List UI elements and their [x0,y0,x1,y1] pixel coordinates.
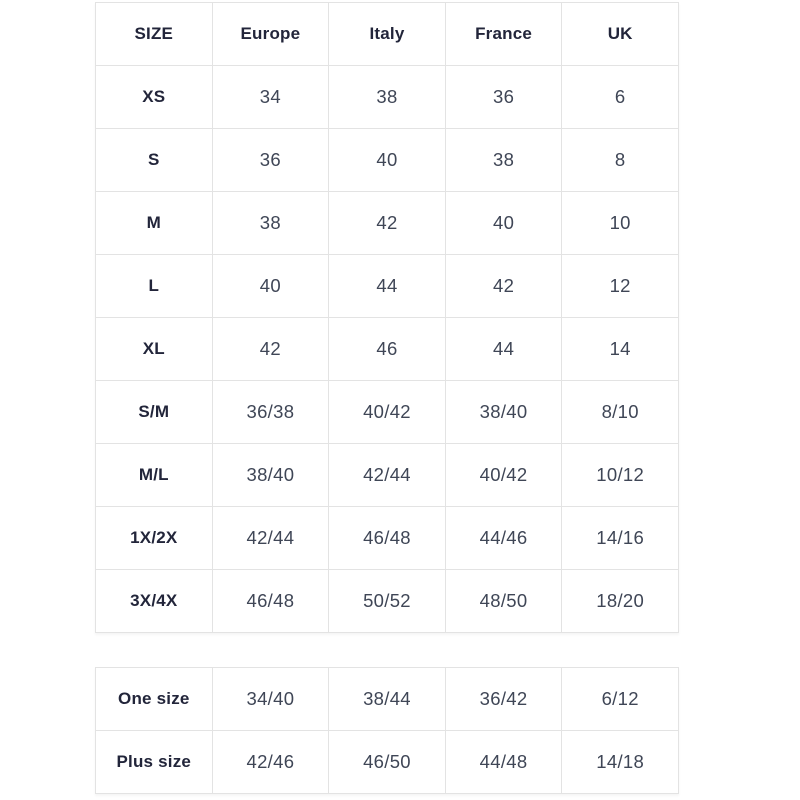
value-cell: 34 [212,66,329,129]
value-cell: 44 [329,255,446,318]
size-label-cell: Plus size [96,731,213,794]
value-cell: 38 [212,192,329,255]
value-cell: 36/38 [212,381,329,444]
value-cell: 6 [562,66,679,129]
value-cell: 38/44 [329,668,446,731]
value-cell: 10 [562,192,679,255]
table-row [96,507,679,570]
value-cell: 42 [212,318,329,381]
size-table-special [95,667,679,794]
value-cell: 38 [329,66,446,129]
table-row [96,731,679,794]
table-row [96,66,679,129]
table-row [96,318,679,381]
value-cell: 40 [329,129,446,192]
value-cell: 48/50 [445,570,562,633]
value-cell: 44/48 [445,731,562,794]
value-cell: 42 [329,192,446,255]
table-row [96,129,679,192]
header-cell-size: SIZE [96,3,213,66]
value-cell: 34/40 [212,668,329,731]
value-cell: 46/48 [212,570,329,633]
value-cell: 10/12 [562,444,679,507]
value-cell: 14/16 [562,507,679,570]
value-cell: 38 [445,129,562,192]
value-cell: 44/46 [445,507,562,570]
value-cell: 42/44 [212,507,329,570]
size-label-cell: XS [96,66,213,129]
tables-gap [95,633,679,667]
size-label-cell: S [96,129,213,192]
value-cell: 42 [445,255,562,318]
table-row [96,192,679,255]
value-cell: 40 [445,192,562,255]
value-cell: 14 [562,318,679,381]
size-label-cell: One size [96,668,213,731]
header-cell-uk: UK [562,3,679,66]
value-cell: 42/46 [212,731,329,794]
size-label-cell: 1X/2X [96,507,213,570]
size-label-cell: S/M [96,381,213,444]
value-cell: 40/42 [329,381,446,444]
table-row [96,255,679,318]
value-cell: 40/42 [445,444,562,507]
value-cell: 8 [562,129,679,192]
value-cell: 44 [445,318,562,381]
value-cell: 8/10 [562,381,679,444]
header-cell-italy: Italy [329,3,446,66]
size-label-cell: M/L [96,444,213,507]
size-label-cell: XL [96,318,213,381]
table-row [96,444,679,507]
size-label-cell: 3X/4X [96,570,213,633]
value-cell: 46/50 [329,731,446,794]
table-row [96,668,679,731]
header-cell-europe: Europe [212,3,329,66]
size-label-cell: M [96,192,213,255]
value-cell: 46 [329,318,446,381]
header-cell-france: France [445,3,562,66]
value-cell: 38/40 [445,381,562,444]
size-label-cell: L [96,255,213,318]
value-cell: 36 [212,129,329,192]
size-conversion-tables [95,2,679,794]
value-cell: 40 [212,255,329,318]
value-cell: 46/48 [329,507,446,570]
value-cell: 6/12 [562,668,679,731]
header-row [96,3,679,66]
value-cell: 12 [562,255,679,318]
value-cell: 36/42 [445,668,562,731]
table-row [96,570,679,633]
value-cell: 50/52 [329,570,446,633]
value-cell: 38/40 [212,444,329,507]
value-cell: 14/18 [562,731,679,794]
value-cell: 18/20 [562,570,679,633]
size-table-main [95,2,679,633]
table-row [96,381,679,444]
value-cell: 42/44 [329,444,446,507]
value-cell: 36 [445,66,562,129]
